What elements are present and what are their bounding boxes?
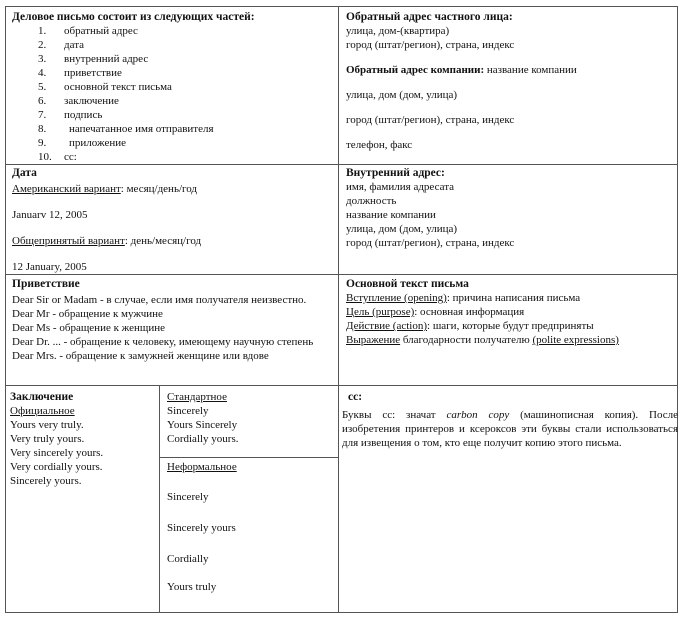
body-text-row: Цель (purpose): основная информация bbox=[346, 306, 525, 318]
closing-phrase: Yours Sincerely bbox=[167, 419, 238, 431]
inside-address-line: город (штат/регион), страна, индекс bbox=[346, 237, 515, 249]
closing-phrase: Yours truly bbox=[167, 581, 217, 593]
inside-address-cell bbox=[346, 166, 674, 250]
company-address-line: телефон, факс bbox=[346, 139, 413, 151]
cc-title: cc: bbox=[348, 391, 363, 403]
body-text-cell bbox=[346, 277, 674, 347]
date-title: Дата bbox=[12, 167, 37, 179]
table-border-bottom bbox=[5, 612, 678, 613]
list-item: 6. заключение bbox=[38, 95, 119, 107]
common-variant-label: Общепринятый вариант bbox=[12, 235, 125, 247]
list-item: 7. подпись bbox=[38, 109, 103, 121]
date-cell bbox=[12, 166, 336, 274]
inside-address-line: название компании bbox=[346, 209, 436, 221]
closing-phrase: Very cordially yours. bbox=[10, 461, 103, 473]
greeting-title: Приветствие bbox=[12, 278, 80, 290]
body-text-row: Действие (action): шаги, которые будут предприняты bbox=[346, 320, 594, 332]
company-address-title: Обратный адрес компании: bbox=[346, 64, 485, 76]
greeting-line: Dear Mr - обращение к мужчине bbox=[12, 308, 163, 320]
list-item: 5. основной текст письма bbox=[38, 81, 172, 93]
list-item: 3. внутренний адрес bbox=[38, 53, 149, 65]
closing-phrase: Yours very truly. bbox=[10, 419, 84, 431]
greeting-line: Dear Dr. ... - обращение к человеку, имеющему научную степень bbox=[12, 336, 314, 348]
body-text-row: Выражение благодарности получателю (polite expressions) bbox=[346, 334, 619, 346]
american-variant-label: Американский вариант bbox=[12, 183, 121, 195]
body-text-row: Вступление (opening): причина написания письма bbox=[346, 292, 581, 304]
body-text-title: Основной текст письма bbox=[346, 278, 469, 290]
cc-description: Буквы сс: значат carbon copy (машинописная копия). После изобретения принтеров и ксероксов эти буквы стали использоваться для извещения о том, кто еще получит копию этого письма. bbox=[342, 409, 678, 449]
company-address-line: улица, дом (дом, улица) bbox=[346, 89, 458, 101]
closing-standard-cell bbox=[167, 390, 335, 446]
list-item: 9. приложение bbox=[38, 137, 126, 149]
parts-title: Деловое письмо состоит из следующих частей: bbox=[12, 11, 255, 23]
return-address-cell bbox=[346, 10, 674, 152]
closing-inner-divider-vertical bbox=[159, 385, 160, 613]
closing-informal-cell bbox=[167, 460, 335, 594]
informal-label: Неформальное bbox=[167, 461, 237, 473]
common-date-example: 12 January, 2005 bbox=[12, 261, 87, 273]
table-row-divider-3 bbox=[5, 385, 678, 386]
closing-phrase: Sincerely bbox=[167, 405, 209, 417]
company-address-line: город (штат/регион), страна, индекс bbox=[346, 114, 515, 126]
official-label: Официальное bbox=[10, 405, 75, 417]
company-address-heading bbox=[346, 63, 674, 77]
private-address-line: улица, дом-(квартира) bbox=[346, 25, 450, 37]
closing-phrase: Cordially yours. bbox=[167, 433, 239, 445]
common-date-format: Общепринятый вариант: день/месяц/год bbox=[12, 235, 202, 247]
table-row-divider-2 bbox=[5, 274, 678, 275]
closing-phrase: Sincerely yours bbox=[167, 522, 236, 534]
closing-title: Заключение bbox=[10, 391, 74, 403]
cc-cell bbox=[342, 390, 678, 450]
list-item: 4. приветствие bbox=[38, 67, 122, 79]
greeting-line: Dear Ms - обращение к женщине bbox=[12, 322, 166, 334]
closing-official-cell bbox=[10, 390, 156, 488]
company-name: название компании bbox=[484, 64, 577, 76]
table-border-top bbox=[5, 6, 678, 7]
table-border-left bbox=[5, 6, 6, 613]
greeting-line: Dear Sir or Madam - в случае, если имя получателя неизвестно. bbox=[12, 294, 307, 306]
list-item: 1. обратный адрес bbox=[38, 25, 138, 37]
parts-cell bbox=[12, 10, 336, 164]
closing-phrase: Very truly yours. bbox=[10, 433, 85, 445]
standard-label: Стандартное bbox=[167, 391, 227, 403]
inside-address-title: Внутренний адрес: bbox=[346, 167, 445, 179]
list-item: 2. дата bbox=[38, 39, 85, 51]
table-column-divider bbox=[338, 6, 339, 613]
closing-phrase: Very sincerely yours. bbox=[10, 447, 104, 459]
closing-phrase: Sincerely yours. bbox=[10, 475, 82, 487]
closing-phrase: Sincerely bbox=[167, 491, 209, 503]
list-item: 8. напечатанное имя отправителя bbox=[38, 123, 214, 135]
inside-address-line: улица, дом (дом, улица) bbox=[346, 223, 458, 235]
parts-list bbox=[38, 24, 336, 164]
return-address-title: Обратный адрес частного лица: bbox=[346, 11, 513, 23]
greeting-line: Dear Mrs. - обращение к замужней женщине или вдове bbox=[12, 350, 269, 362]
list-item: 10. cc: bbox=[38, 151, 77, 163]
closing-phrase: Cordially bbox=[167, 553, 209, 565]
american-date-example: Januarv 12, 2005 bbox=[12, 209, 88, 221]
american-date-format: Американский вариант: месяц/день/год bbox=[12, 183, 198, 195]
table-border-right bbox=[677, 6, 678, 613]
private-address-line: город (штат/регион), страна, индекс bbox=[346, 39, 515, 51]
inside-address-line: должность bbox=[346, 195, 397, 207]
table-row-divider-1 bbox=[5, 164, 678, 165]
inside-address-line: имя, фамилия адресата bbox=[346, 181, 455, 193]
closing-inner-divider-horizontal bbox=[159, 457, 339, 458]
greeting-cell bbox=[12, 277, 336, 363]
